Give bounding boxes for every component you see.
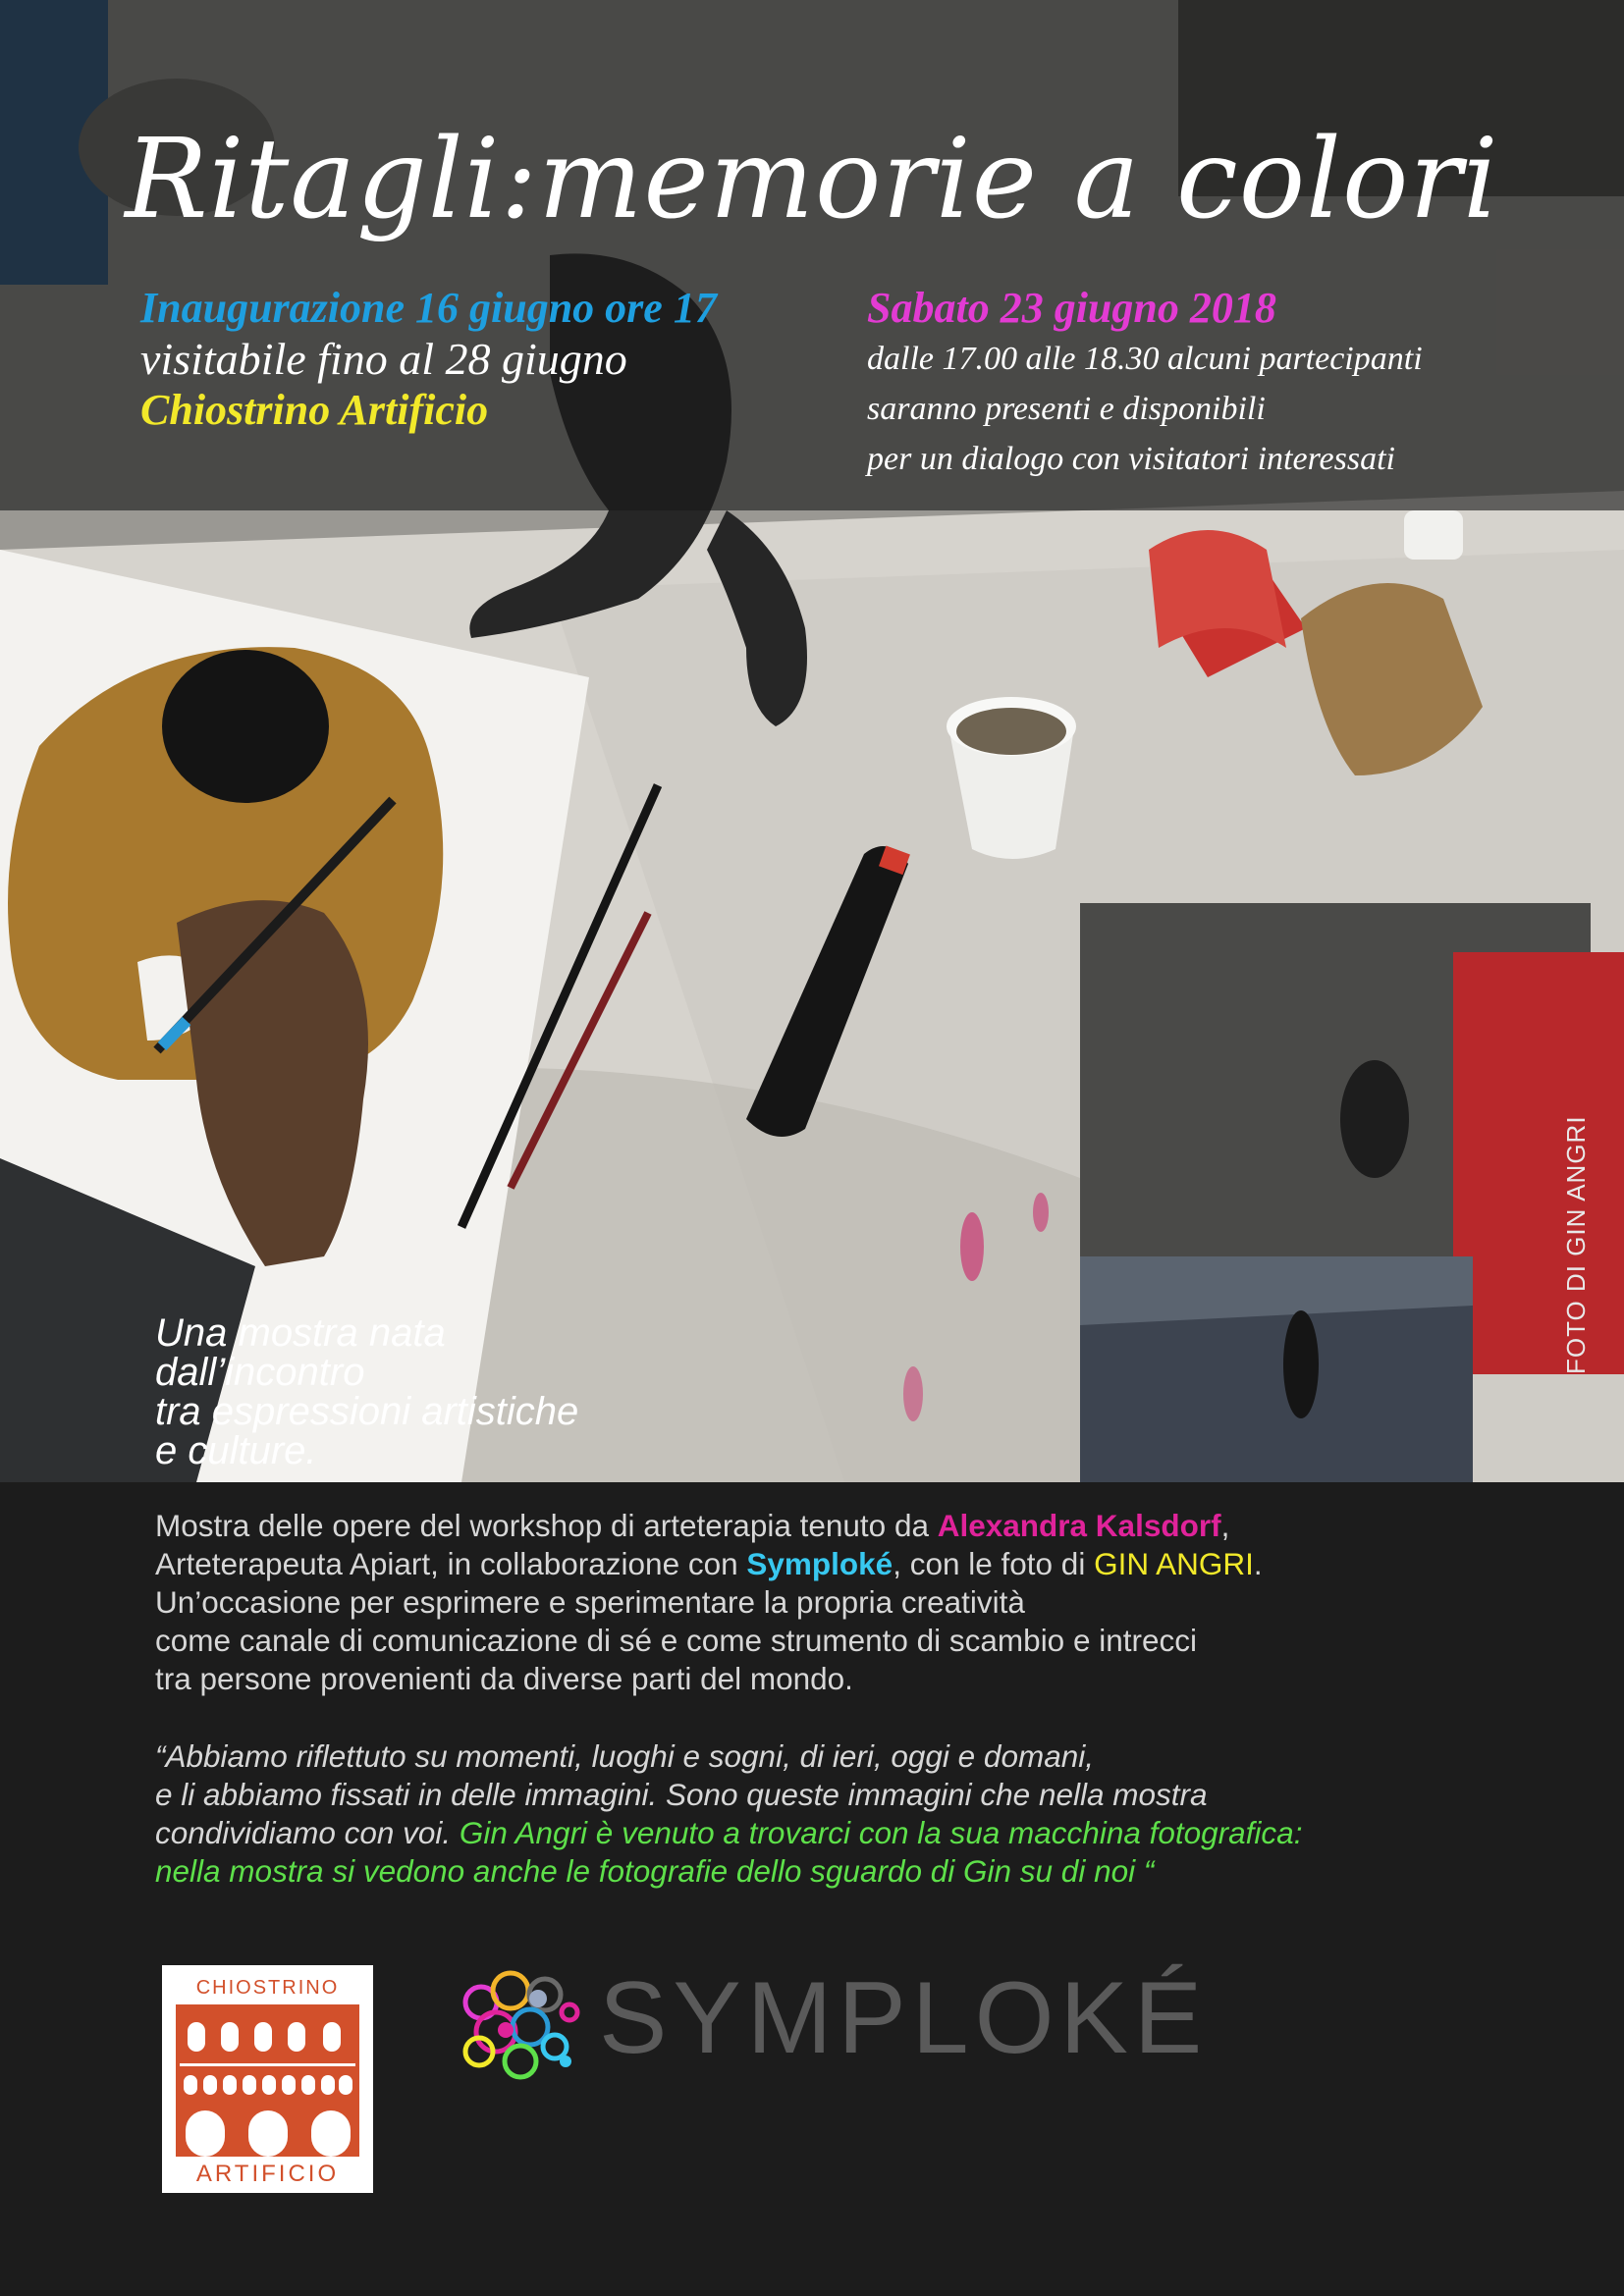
quote-highlight: Gin Angri è venuto a trovarci con la sua macchina fotografica: (459, 1815, 1303, 1850)
description (155, 1507, 1530, 1698)
cloister-icon (176, 2004, 359, 2157)
artist-name: Alexandra Kalsdorf (937, 1508, 1221, 1543)
event-info-right (867, 283, 1574, 484)
description-line: come canale di comunicazione di sé e come strumento di scambio e intrecci (155, 1623, 1198, 1658)
chiostrino-artificio-logo (162, 1965, 373, 2193)
tagline-line: dall’incontro (155, 1351, 365, 1394)
circles-icon (452, 1953, 599, 2091)
description-text: Arteterapeuta Apiart, in collaborazione con (155, 1546, 747, 1581)
tagline-line: tra espressioni artistiche (155, 1390, 579, 1433)
quote-line: nella mostra si vedono anche le fotografie dello sguardo di Gin su di noi “ (155, 1853, 1155, 1889)
description-line: Un’occasione per esprimere e sperimentare la propria creatività (155, 1584, 1025, 1620)
symploke-logo (452, 1953, 1209, 2091)
organization-name: Symploké (746, 1546, 893, 1581)
quote-line (155, 1814, 1579, 1852)
poster-title: Ritagli:memorie a colori (125, 116, 1499, 243)
description-line: tra persone provenienti da diverse parti del mondo. (155, 1661, 853, 1696)
event-info-left (140, 283, 847, 436)
quote-line: “Abbiamo riflettuto su momenti, luoghi e sogni, di ieri, oggi e domani, (155, 1738, 1094, 1774)
quote (155, 1737, 1579, 1891)
inauguration-text: Inaugurazione 16 giugno ore 17 (140, 284, 717, 332)
chiostrino-logo-top-text: CHIOSTRINO (195, 1977, 340, 1999)
symploke-wordmark: SYMPLOKÉ (599, 1961, 1209, 2075)
venue-text: Chiostrino Artificio (140, 386, 489, 434)
description-text: , con le foto di (893, 1546, 1095, 1581)
tagline-line: e culture. (155, 1429, 317, 1472)
saturday-detail-line: dalle 17.00 alle 18.30 alcuni partecipanti (867, 341, 1423, 377)
description-line (155, 1545, 1530, 1583)
description-text: , (1220, 1508, 1230, 1543)
tagline (155, 1313, 578, 1470)
saturday-detail-line: saranno presenti e disponibili (867, 391, 1266, 427)
visitable-text: visitabile fino al 28 giugno (140, 334, 627, 384)
photo-credit: FOTO DI GIN ANGRI (1561, 1115, 1591, 1374)
tagline-line: Una mostra nata (155, 1311, 446, 1355)
description-line (155, 1507, 1530, 1545)
quote-text: condividiamo con voi. (155, 1815, 460, 1850)
description-text: . (1253, 1546, 1263, 1581)
quote-line: e li abbiamo fissati in delle immagini. Sono queste immagini che nella mostra (155, 1777, 1208, 1812)
chiostrino-logo-bottom-text: ARTIFICIO (195, 2161, 340, 2187)
photographer-name: GIN ANGRI (1094, 1546, 1254, 1581)
description-text: Mostra delle opere del workshop di arteterapia tenuto da (155, 1508, 938, 1543)
saturday-date: Sabato 23 giugno 2018 (867, 284, 1276, 332)
saturday-detail-line: per un dialogo con visitatori interessati (867, 441, 1395, 477)
